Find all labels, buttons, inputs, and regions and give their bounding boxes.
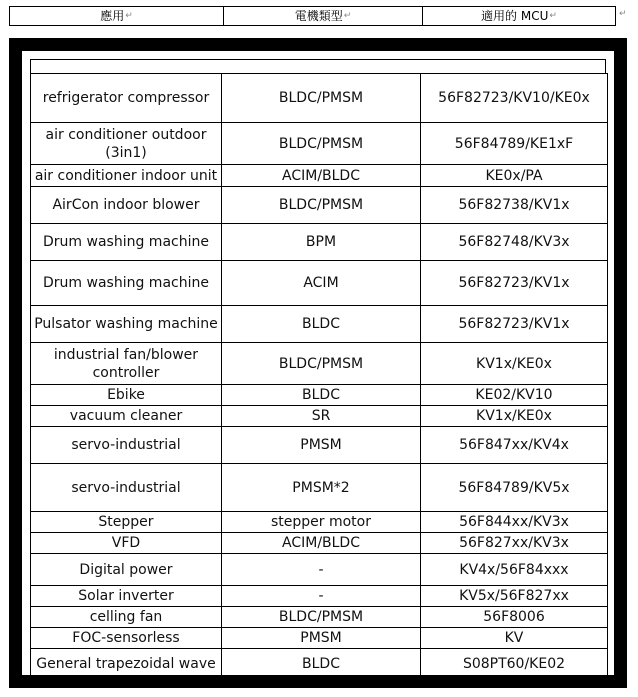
motor-type-cell: stepper motor (222, 512, 421, 533)
table-row (31, 512, 608, 533)
table-row (31, 74, 608, 123)
mcu-cell: 56F82738/KV1x (421, 187, 608, 224)
paragraph-mark: ↵ (619, 9, 627, 19)
application-cell: celling fan (31, 607, 222, 628)
table-row (31, 343, 608, 385)
motor-type-cell: SR (222, 406, 421, 427)
mcu-cell: 56F827xx/KV3x (421, 533, 608, 554)
mcu-cell: 56F82723/KV1x (421, 261, 608, 306)
motor-type-cell: PMSM (222, 628, 421, 649)
motor-type-cell: ACIM/BLDC (222, 165, 421, 187)
motor-type-cell: BLDC/PMSM (222, 607, 421, 628)
table-row (31, 385, 608, 406)
mcu-cell: 56F844xx/KV3x (421, 512, 608, 533)
table-row (31, 533, 608, 554)
motor-type-cell: PMSM (222, 427, 421, 464)
application-cell: Stepper (31, 512, 222, 533)
motor-type-cell: BLDC/PMSM (222, 123, 421, 165)
mcu-cell: KV5x/56F827xx (421, 586, 608, 607)
application-cell: vacuum cleaner (31, 406, 222, 427)
table-row (31, 586, 608, 607)
application-cell: servo-industrial (31, 427, 222, 464)
header-motor-type: 電機類型↵ (224, 7, 423, 25)
motor-type-cell: ACIM (222, 261, 421, 306)
mcu-cell: KV1x/KE0x (421, 406, 608, 427)
mcu-cell: 56F82723/KV1x (421, 306, 608, 343)
motor-type-cell: ACIM/BLDC (222, 533, 421, 554)
table-row (31, 123, 608, 165)
application-cell: General trapezoidal wave (31, 649, 222, 680)
table-row (31, 187, 608, 224)
motor-type-cell: BLDC (222, 649, 421, 680)
application-cell: FOC-sensorless (31, 628, 222, 649)
application-cell: air conditioner outdoor (3in1) (31, 123, 222, 165)
mcu-table (30, 73, 608, 680)
header-mcu: 適用的 MCU↵ (481, 9, 557, 23)
application-cell: Ebike (31, 385, 222, 406)
motor-type-cell: - (222, 586, 421, 607)
table-row (31, 165, 608, 187)
application-cell: industrial fan/blower controller (31, 343, 222, 385)
mcu-cell: 56F82723/KV10/KE0x (421, 74, 608, 123)
application-cell: AirCon indoor blower (31, 187, 222, 224)
table-row (31, 649, 608, 680)
motor-type-cell: BPM (222, 224, 421, 261)
application-cell: Pulsator washing machine (31, 306, 222, 343)
motor-type-cell: - (222, 554, 421, 586)
mcu-cell: 56F84789/KV5x (421, 464, 608, 512)
application-cell: Solar inverter (31, 586, 222, 607)
motor-type-cell: BLDC/PMSM (222, 187, 421, 224)
application-cell: VFD (31, 533, 222, 554)
application-cell: Drum washing machine (31, 261, 222, 306)
motor-type-cell: BLDC/PMSM (222, 74, 421, 123)
table-row (31, 224, 608, 261)
table-row (31, 464, 608, 512)
mcu-cell: 56F84789/KE1xF (421, 123, 608, 165)
application-cell: Digital power (31, 554, 222, 586)
header-table (9, 6, 616, 26)
application-cell: Drum washing machine (31, 224, 222, 261)
table-row (31, 261, 608, 306)
table-row (31, 554, 608, 586)
table-row (31, 306, 608, 343)
table-row (31, 628, 608, 649)
motor-type-cell: BLDC (222, 306, 421, 343)
mcu-cell: KV (421, 628, 608, 649)
motor-type-cell: BLDC (222, 385, 421, 406)
table-row (31, 607, 608, 628)
application-cell: air conditioner indoor unit (31, 165, 222, 187)
motor-type-cell: PMSM*2 (222, 464, 421, 512)
application-cell: servo-industrial (31, 464, 222, 512)
table-image-frame (9, 38, 627, 688)
mcu-cell: KV4x/56F84xxx (421, 554, 608, 586)
table-row (31, 427, 608, 464)
mcu-cell: KV1x/KE0x (421, 343, 608, 385)
mcu-cell: KE0x/PA (421, 165, 608, 187)
mcu-cell: S08PT60/KE02 (421, 649, 608, 680)
header-application: 應用↵ (10, 7, 224, 25)
table-image (21, 50, 615, 676)
mcu-cell: 56F847xx/KV4x (421, 427, 608, 464)
motor-type-cell: BLDC/PMSM (222, 343, 421, 385)
table-row (31, 406, 608, 427)
mcu-cell: KE02/KV10 (421, 385, 608, 406)
mcu-cell: 56F82748/KV3x (421, 224, 608, 261)
table-top-border (30, 59, 606, 73)
application-cell: refrigerator compressor (31, 74, 222, 123)
mcu-cell: 56F8006 (421, 607, 608, 628)
